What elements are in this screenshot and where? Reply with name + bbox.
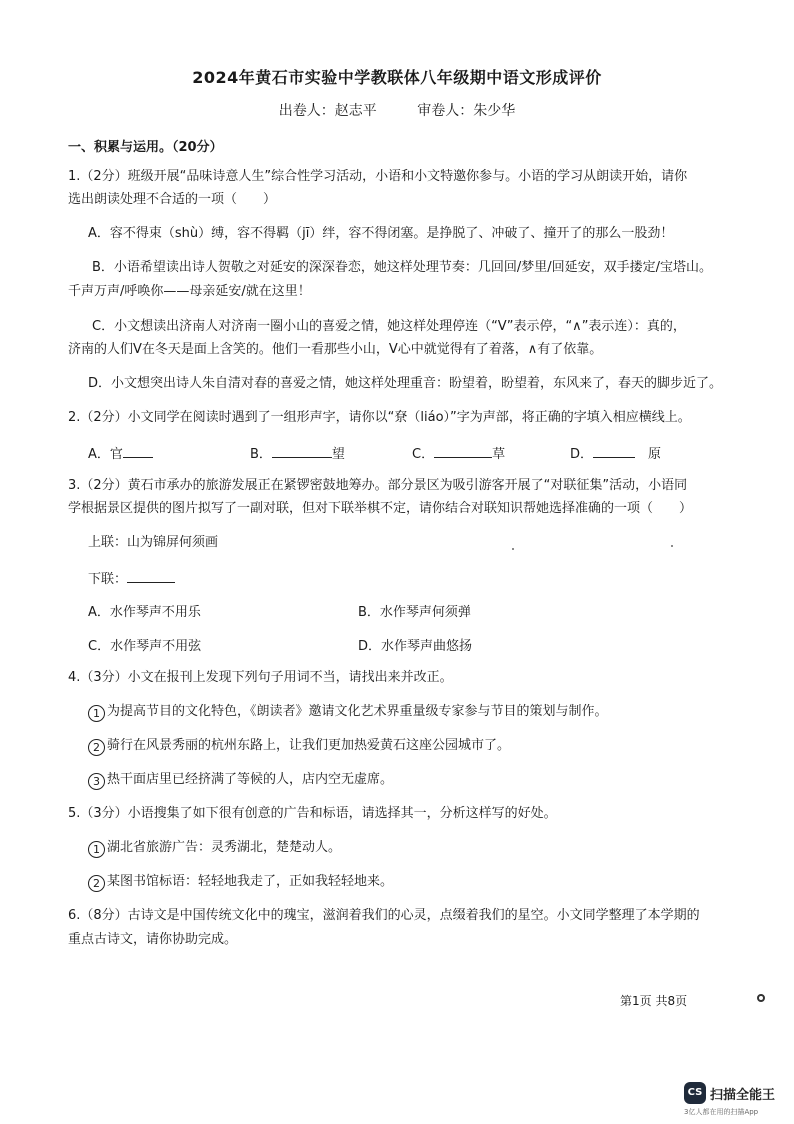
scan-mark-icon [757, 994, 765, 1002]
q6-stem-line2: 重点古诗文，请你协助完成。 [68, 932, 238, 947]
q2-option-a [88, 443, 153, 462]
q5-item-2 [88, 873, 768, 892]
q2-option-d [570, 443, 661, 462]
q2-option-b [250, 443, 345, 462]
q5-item-1 [88, 839, 768, 858]
q1-option-b-line2: 千声万声/呼唤你——母亲延安/就在这里！ [68, 284, 311, 299]
q3-option-a: A．水作琴声不用乐 [88, 605, 201, 620]
q1-option-c-line1: C．小文想读出济南人对济南一圈小山的喜爱之情，她这样处理停连（“V”表示停，“∧”表示连）：真的， [92, 319, 686, 334]
scan-speck [512, 548, 514, 550]
q3-lower-label: 下联： [88, 572, 128, 587]
q4-sentence-3-text: 热干面店里已经挤满了等候的人，店内空无虚席。 [107, 772, 394, 787]
scanner-watermark [684, 1082, 789, 1118]
q1-option-c-line2: 济南的人们Ⅴ在冬天是面上含笑的。他们一看那些小山，Ⅴ心中就觉得有了着落，∧有了依靠。 [68, 342, 603, 357]
q2-option-d-label: D． [570, 447, 594, 462]
q5-stem: 5.（3分）小语搜集了如下很有创意的广告和标语，请选择其一，分析这样写的好处。 [68, 806, 557, 821]
exam-title: 2024年黄石市实验中学教联体八年级期中语文形成评价 [192, 68, 602, 87]
circled-number-1: 1 [88, 705, 105, 722]
circled-number-1: 1 [88, 841, 105, 858]
q4-sentence-3 [88, 771, 768, 790]
q2-blank-a[interactable] [123, 445, 153, 458]
circled-number-2: 2 [88, 739, 105, 756]
q2-blank-c[interactable] [434, 445, 492, 458]
q4-sentence-2-text: 骑行在风景秀丽的杭州东路上，让我们更加热爱黄石这座公园城市了。 [107, 738, 511, 753]
q3-stem-line2: 学根据景区提供的图片拟写了一副对联，但对下联举棋不定，请你结合对联知识帮她选择准确的一项（ ） [68, 501, 693, 516]
q1-option-d: D．小文想突出诗人朱自清对春的喜爱之情，她这样处理重音：盼望着，盼望着，东风来了，春天的脚步近了。 [88, 376, 723, 391]
q2-option-b-suffix: 望 [331, 447, 345, 462]
circled-number-2: 2 [88, 875, 105, 892]
q4-sentence-2 [88, 737, 768, 756]
exam-authors [0, 100, 794, 120]
q4-sentence-1 [88, 703, 768, 722]
q3-upper-couplet: 上联：山为锦屏何须画 [88, 535, 219, 550]
q1-stem-line1: 1.（2分）班级开展“品味诗意人生”综合性学习活动，小语和小文特邀你参与。小语的学习从朗读开始，请你 [68, 169, 688, 184]
q3-lower-blank[interactable] [127, 570, 175, 583]
page-number: 第1页 共8页 [620, 994, 688, 1008]
q2-option-c [412, 443, 505, 462]
q2-stem: 2.（2分）小文同学在阅读时遇到了一组形声字，请你以“尞（liáo）”字为声部，将正确的字填入相应横线上。 [68, 410, 691, 425]
q6-stem-line1: 6.（8分）古诗文是中国传统文化中的瑰宝，滋润着我们的心灵，点缀着我们的星空。小文同学整理了本学期的 [68, 908, 700, 923]
q2-option-c-suffix: 草 [492, 447, 506, 462]
q5-item-1-text: 湖北省旅游广告：灵秀湖北，楚楚动人。 [107, 840, 342, 855]
section-heading: 一、积累与运用。（20分） [68, 140, 223, 155]
q2-option-c-label: C． [412, 447, 435, 462]
q2-option-d-suffix: 原 [648, 447, 662, 462]
q3-lower-couplet [88, 568, 175, 587]
q3-option-d: D．水作琴声曲悠扬 [358, 639, 473, 654]
circled-number-3: 3 [88, 773, 105, 790]
q4-sentence-1-text: 为提高节目的文化特色，《朗读者》邀请文化艺术界重量级专家参与节目的策划与制作。 [107, 704, 608, 719]
q3-option-c: C．水作琴声不用弦 [88, 639, 202, 654]
q1-stem-line2: 选出朗读处理不合适的一项（ ） [68, 192, 277, 207]
q4-stem: 4.（3分）小文在报刊上发现下列句子用词不当，请找出来并改正。 [68, 670, 453, 685]
q2-blank-b[interactable] [272, 445, 332, 458]
camscanner-logo-icon: CS [684, 1082, 706, 1104]
q3-stem-line1: 3.（2分）黄石市承办的旅游发展正在紧锣密鼓地筹办。部分景区为吸引游客开展了“对联征集”活动，小语同 [68, 478, 688, 493]
reviewer-name: 审卷人：朱少华 [417, 103, 516, 119]
watermark-tagline: 3亿人都在用的扫描App [684, 1108, 759, 1116]
scan-speck [671, 545, 673, 547]
q2-option-b-label: B． [250, 447, 272, 462]
watermark-app-name: 扫描全能王 [710, 1088, 776, 1103]
q3-option-b: B．水作琴声何须弹 [358, 605, 471, 620]
q2-blank-d[interactable] [593, 445, 635, 458]
q1-option-a: A．容不得束（shù）缚，容不得羁（jī）绊，容不得闭塞。是挣脱了、冲破了、撞开了的那么一股劲！ [88, 226, 674, 241]
q1-option-b-line1: B．小语希望读出诗人贺敬之对延安的深深眷恋，她这样处理节奏：几回回/梦里/回延安，双手搂定/宝塔山。 [92, 260, 713, 275]
q2-option-a-text: A．官 [88, 447, 123, 462]
q5-item-2-text: 某图书馆标语：轻轻地我走了，正如我轻轻地来。 [107, 874, 394, 889]
setter-name: 出卷人：赵志平 [278, 103, 377, 119]
